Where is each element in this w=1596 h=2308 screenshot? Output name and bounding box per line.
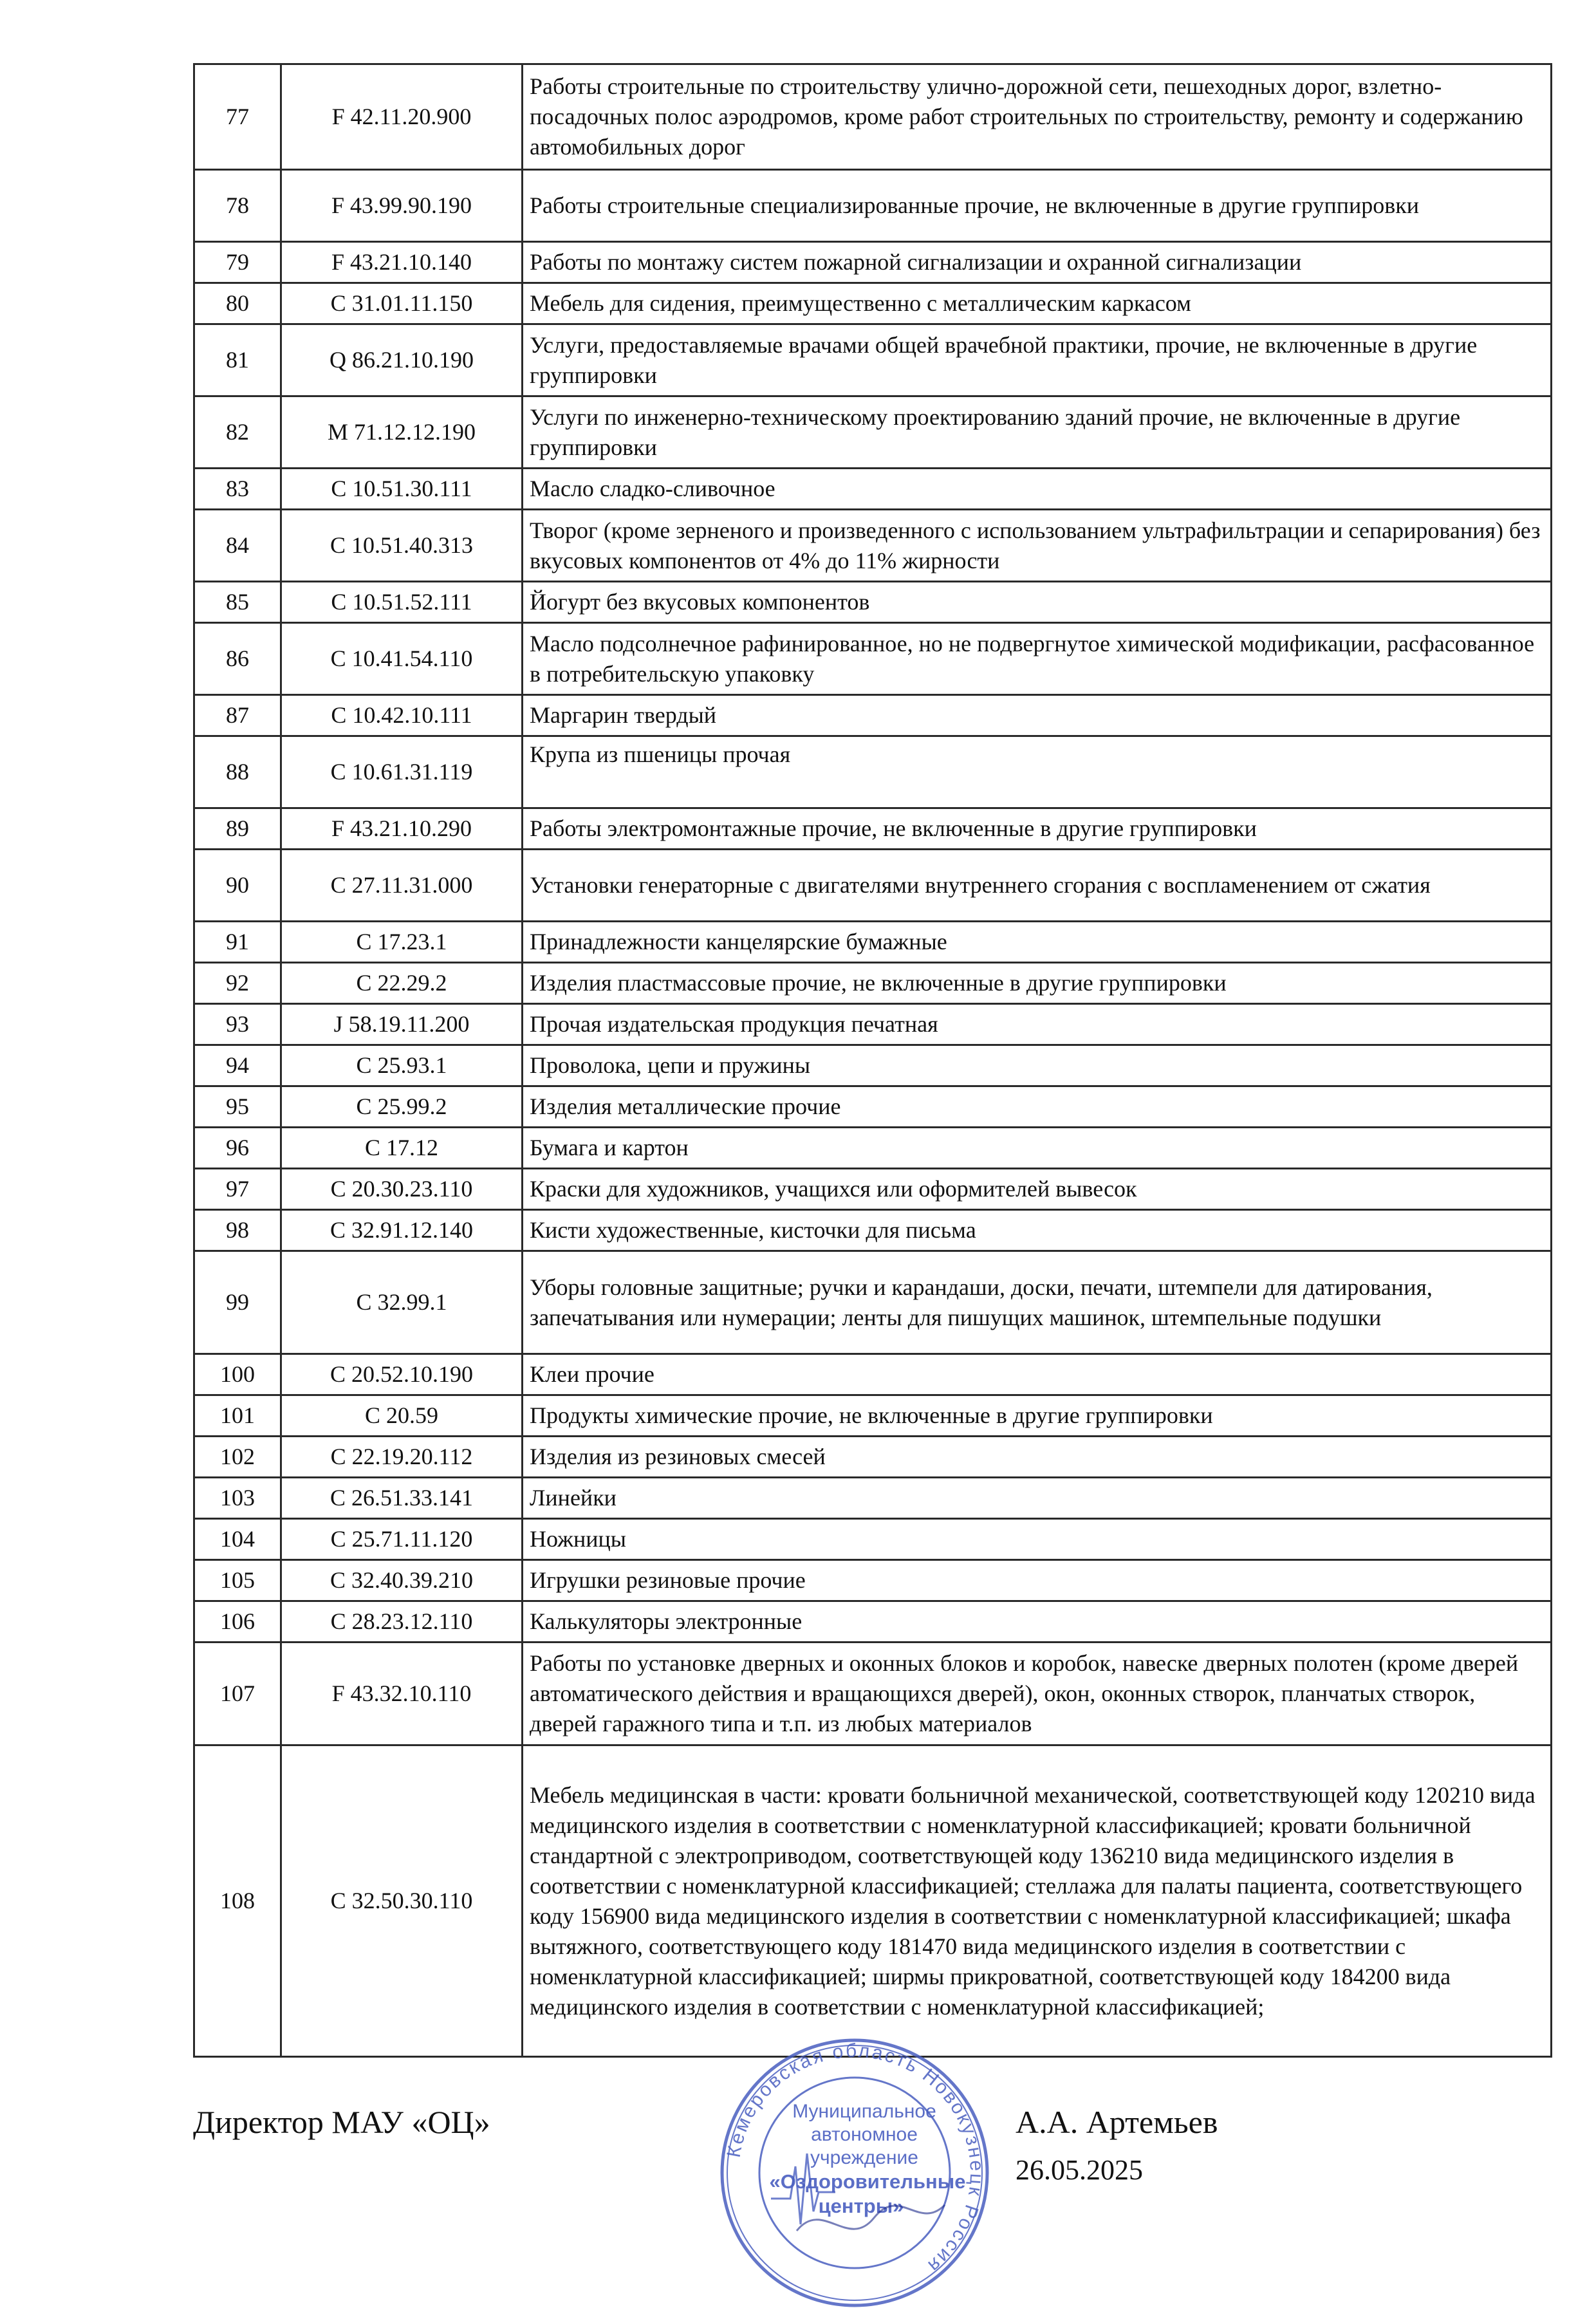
row-code: C 22.19.20.112 — [281, 1437, 523, 1478]
row-number: 85 — [194, 582, 281, 623]
row-number: 99 — [194, 1251, 281, 1354]
table-row — [194, 963, 1552, 1004]
row-code: F 43.21.10.290 — [281, 808, 523, 850]
stamp-line: «Оздоровительные — [769, 2170, 966, 2193]
table-row — [194, 1745, 1552, 2057]
row-description: Йогурт без вкусовых компонентов — [523, 582, 1552, 623]
row-description: Работы электромонтажные прочие, не включенные в другие группировки — [523, 808, 1552, 850]
row-number: 86 — [194, 623, 281, 695]
row-number: 102 — [194, 1437, 281, 1478]
table-row — [194, 1478, 1552, 1519]
row-code: C 20.52.10.190 — [281, 1354, 523, 1395]
row-number: 100 — [194, 1354, 281, 1395]
row-code: C 25.93.1 — [281, 1045, 523, 1086]
table-row — [194, 1086, 1552, 1128]
row-number: 89 — [194, 808, 281, 850]
table-row — [194, 623, 1552, 695]
table-row — [194, 1437, 1552, 1478]
row-description: Ножницы — [523, 1519, 1552, 1560]
row-code: Q 86.21.10.190 — [281, 324, 523, 396]
row-number: 80 — [194, 283, 281, 324]
row-number: 79 — [194, 242, 281, 283]
row-description: Работы по монтажу систем пожарной сигнализации и охранной сигнализации — [523, 242, 1552, 283]
table-row — [194, 1169, 1552, 1210]
row-code: C 17.12 — [281, 1128, 523, 1169]
row-code: J 58.19.11.200 — [281, 1004, 523, 1045]
row-description: Услуги, предоставляемые врачами общей врачебной практики, прочие, не включенные в другие группировки — [523, 324, 1552, 396]
row-description: Клеи прочие — [523, 1354, 1552, 1395]
table-row — [194, 170, 1552, 242]
row-number: 96 — [194, 1128, 281, 1169]
row-number: 84 — [194, 510, 281, 582]
signature-date: 26.05.2025 — [1016, 2154, 1143, 2186]
row-number: 98 — [194, 1210, 281, 1251]
row-description: Изделия пластмассовые прочие, не включенные в другие группировки — [523, 963, 1552, 1004]
row-code: C 25.71.11.120 — [281, 1519, 523, 1560]
registry-table — [193, 63, 1552, 2058]
row-code: C 10.61.31.119 — [281, 736, 523, 808]
table-row — [194, 1519, 1552, 1560]
row-description: Масло сладко-сливочное — [523, 469, 1552, 510]
row-code: C 25.99.2 — [281, 1086, 523, 1128]
table-row — [194, 1210, 1552, 1251]
table-row — [194, 1045, 1552, 1086]
row-description: Прочая издательская продукция печатная — [523, 1004, 1552, 1045]
row-number: 77 — [194, 64, 281, 170]
row-description: Изделия металлические прочие — [523, 1086, 1552, 1128]
row-code: M 71.12.12.190 — [281, 396, 523, 469]
row-description: Услуги по инженерно-техническому проектированию зданий прочие, не включенные в другие группировки — [523, 396, 1552, 469]
row-description: Маргарин твердый — [523, 695, 1552, 736]
row-code: C 10.41.54.110 — [281, 623, 523, 695]
row-code: C 26.51.33.141 — [281, 1478, 523, 1519]
row-description: Линейки — [523, 1478, 1552, 1519]
table-row — [194, 1601, 1552, 1643]
row-description: Масло подсолнечное рафинированное, но не подвергнутое химической модификации, расфасованное в потребительскую упаковку — [523, 623, 1552, 695]
row-number: 101 — [194, 1395, 281, 1437]
row-description: Работы по установке дверных и оконных блоков и коробок, навеске дверных полотен (кроме дверей автоматического действия и вращающихся дверей), окон, оконных створок, планчатых створок, дверей гаражного типа и т.п. из любых материалов — [523, 1643, 1552, 1745]
row-number: 87 — [194, 695, 281, 736]
signatory-name: А.А. Артемьев — [1016, 2104, 1218, 2140]
row-description: Кисти художественные, кисточки для письма — [523, 1210, 1552, 1251]
row-number: 108 — [194, 1745, 281, 2057]
row-description: Продукты химические прочие, не включенные в другие группировки — [523, 1395, 1552, 1437]
row-number: 103 — [194, 1478, 281, 1519]
row-code: F 43.21.10.140 — [281, 242, 523, 283]
stamp-outer-text: Кемеровская область Новокузнецк Россия — [723, 2040, 988, 2278]
row-description: Мебель для сидения, преимущественно с металлическим каркасом — [523, 283, 1552, 324]
row-code: C 10.42.10.111 — [281, 695, 523, 736]
row-description: Работы строительные по строительству улично-дорожной сети, пешеходных дорог, взлетно-посадочных полос аэродромов, кроме работ строительных по строительству, ремонту и содержанию автомобильных дорог — [523, 64, 1552, 170]
table-row — [194, 396, 1552, 469]
row-code: C 27.11.31.000 — [281, 850, 523, 922]
row-description: Краски для художников, учащихся или оформителей вывесок — [523, 1169, 1552, 1210]
row-description: Установки генераторные с двигателями внутреннего сгорания с воспламенением от сжатия — [523, 850, 1552, 922]
row-code: C 31.01.11.150 — [281, 283, 523, 324]
table-row — [194, 808, 1552, 850]
row-code: C 20.59 — [281, 1395, 523, 1437]
row-number: 78 — [194, 170, 281, 242]
table-row — [194, 1251, 1552, 1354]
row-description: Работы строительные специализированные прочие, не включенные в другие группировки — [523, 170, 1552, 242]
row-code: C 10.51.30.111 — [281, 469, 523, 510]
row-number: 105 — [194, 1560, 281, 1601]
table-row — [194, 695, 1552, 736]
signatory-position: Директор МАУ «ОЦ» — [193, 2104, 490, 2140]
row-code: F 42.11.20.900 — [281, 64, 523, 170]
row-description: Игрушки резиновые прочие — [523, 1560, 1552, 1601]
row-number: 92 — [194, 963, 281, 1004]
table-row — [194, 469, 1552, 510]
row-number: 83 — [194, 469, 281, 510]
row-number: 104 — [194, 1519, 281, 1560]
stamp-line: автономное — [811, 2124, 918, 2145]
row-number: 82 — [194, 396, 281, 469]
row-number: 93 — [194, 1004, 281, 1045]
row-number: 81 — [194, 324, 281, 396]
table-row — [194, 510, 1552, 582]
table-row — [194, 242, 1552, 283]
table-row — [194, 922, 1552, 963]
row-number: 106 — [194, 1601, 281, 1643]
row-description: Крупа из пшеницы прочая — [523, 736, 1552, 808]
row-number: 90 — [194, 850, 281, 922]
row-code: C 32.91.12.140 — [281, 1210, 523, 1251]
row-code: C 20.30.23.110 — [281, 1169, 523, 1210]
table-row — [194, 1560, 1552, 1601]
table-row — [194, 582, 1552, 623]
table-row — [194, 1395, 1552, 1437]
stamp-line: учреждение — [810, 2147, 918, 2168]
row-description: Калькуляторы электронные — [523, 1601, 1552, 1643]
table-row — [194, 1128, 1552, 1169]
table-row — [194, 1643, 1552, 1745]
row-description: Творог (кроме зерненого и произведенного с использованием ультрафильтрации и сепарирования) без вкусовых компонентов от 4% до 11% жирности — [523, 510, 1552, 582]
row-number: 88 — [194, 736, 281, 808]
row-description: Принадлежности канцелярские бумажные — [523, 922, 1552, 963]
row-code: C 28.23.12.110 — [281, 1601, 523, 1643]
row-code: C 32.50.30.110 — [281, 1745, 523, 2057]
table-row — [194, 283, 1552, 324]
row-code: F 43.32.10.110 — [281, 1643, 523, 1745]
table-row — [194, 1004, 1552, 1045]
row-description: Изделия из резиновых смесей — [523, 1437, 1552, 1478]
row-code: C 32.40.39.210 — [281, 1560, 523, 1601]
table-row — [194, 736, 1552, 808]
row-description: Бумага и картон — [523, 1128, 1552, 1169]
table-row — [194, 64, 1552, 170]
row-number: 91 — [194, 922, 281, 963]
row-code: C 22.29.2 — [281, 963, 523, 1004]
row-code: C 32.99.1 — [281, 1251, 523, 1354]
table-row — [194, 1354, 1552, 1395]
row-code: C 10.51.52.111 — [281, 582, 523, 623]
row-code: C 10.51.40.313 — [281, 510, 523, 582]
table-row — [194, 850, 1552, 922]
row-description: Проволока, цепи и пружины — [523, 1045, 1552, 1086]
row-number: 94 — [194, 1045, 281, 1086]
row-code: C 17.23.1 — [281, 922, 523, 963]
row-number: 97 — [194, 1169, 281, 1210]
table-row — [194, 324, 1552, 396]
organization-stamp — [700, 2038, 1009, 2308]
row-description: Мебель медицинская в части: кровати больничной механической, соответствующей коду 120210 вида медицинского изделия в соответствии с номенклатурной классификацией; кровати больничной стандартной с электроприводом, соответствующей коду 136210 вида медицинского изделия в соответствии с номенклатурной классификацией; стеллажа для палаты пациента, соответствующего коду 156900 вида медицинского изделия в соответствии с номенклатурной классификацией; шкафа вытяжного, соответствующего коду 181470 вида медицинского изделия в соответствии с номенклатурной классификацией; ширмы прикроватной, соответствующей коду 184200 вида медицинского изделия в соответствии с номенклатурной классификацией; — [523, 1745, 1552, 2057]
row-code: F 43.99.90.190 — [281, 170, 523, 242]
row-number: 107 — [194, 1643, 281, 1745]
stamp-line: Муниципальное — [792, 2101, 936, 2122]
stamp-line: центры» — [818, 2195, 904, 2217]
row-number: 95 — [194, 1086, 281, 1128]
row-description: Уборы головные защитные; ручки и карандаши, доски, печати, штемпели для датирования, запечатывания или нумерации; ленты для пишущих машинок, штемпельные подушки — [523, 1251, 1552, 1354]
